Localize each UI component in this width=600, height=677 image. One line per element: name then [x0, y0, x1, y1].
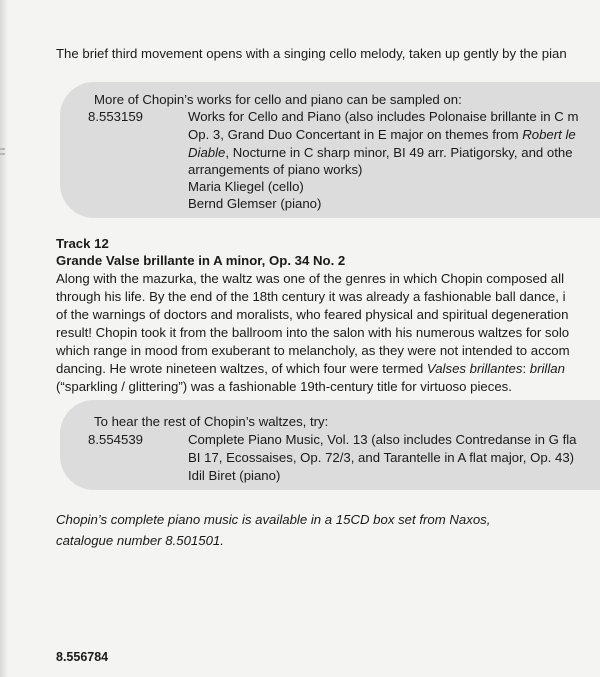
- box2-catalogue-number: 8.554539: [88, 432, 144, 447]
- box1-performer-piano: Bernd Glemser (piano): [188, 196, 322, 211]
- track-body-line: which range in mood from exuberant to melancholy, as they were not intended to accom: [56, 343, 570, 358]
- box1-description-line: Diable, Nocturne in C sharp minor, BI 49 arr. Piatigorsky, and othe: [188, 145, 573, 160]
- box2-heading: To hear the rest of Chopin’s waltzes, try:: [94, 414, 329, 429]
- boxset-note-line: Chopin’s complete piano music is available in a 15CD box set from Naxos,: [56, 512, 491, 527]
- track-title: Grande Valse brillante in A minor, Op. 34 No. 2: [56, 253, 346, 268]
- box1-description-line: Op. 3, Grand Duo Concertant in E major on themes from Robert le: [188, 127, 576, 142]
- box1-description-line: arrangements of piano works): [188, 162, 363, 177]
- track-body-line: through his life. By the end of the 18th century it was already a fashionable ball dance, i: [56, 289, 566, 304]
- track-body-line: result! Chopin took it from the ballroom into the salon with his numerous waltzes for solo: [56, 325, 570, 340]
- footer-catalogue-number: 8.556784: [56, 650, 109, 664]
- track-number: Track 12: [56, 236, 109, 251]
- page-spine: [0, 0, 8, 677]
- boxset-note-line: catalogue number 8.501501.: [56, 533, 224, 548]
- track-body-line: Along with the mazurka, the waltz was one of the genres in which Chopin composed all: [56, 271, 564, 286]
- box2-description-line: Complete Piano Music, Vol. 13 (also includes Contredanse in G fla: [188, 432, 577, 447]
- box2-performer-piano: Idil Biret (piano): [188, 468, 281, 483]
- track-body-line: (“sparkling / glittering”) was a fashionable 19th-century title for virtuoso pieces.: [56, 379, 512, 394]
- intro-paragraph: The brief third movement opens with a singing cello melody, taken up gently by the pian: [56, 46, 567, 61]
- track-body-line: dancing. He wrote nineteen waltzes, of which four were termed Valses brillantes: brillan: [56, 361, 565, 376]
- box2-description-line: BI 17, Ecossaises, Op. 72/3, and Tarantelle in A flat major, Op. 43): [188, 450, 575, 465]
- box1-performer-cello: Maria Kliegel (cello): [188, 179, 304, 194]
- box1-catalogue-number: 8.553159: [88, 109, 144, 124]
- spine-mark: [0, 148, 5, 150]
- track-body-line: of the warnings of doctors and moralists, who feared physical and spiritual degeneration: [56, 307, 569, 322]
- box1-description-line: Works for Cello and Piano (also includes Polonaise brillante in C m: [188, 109, 579, 124]
- box1-heading: More of Chopin’s works for cello and piano can be sampled on:: [94, 92, 462, 107]
- spine-mark: [0, 153, 5, 155]
